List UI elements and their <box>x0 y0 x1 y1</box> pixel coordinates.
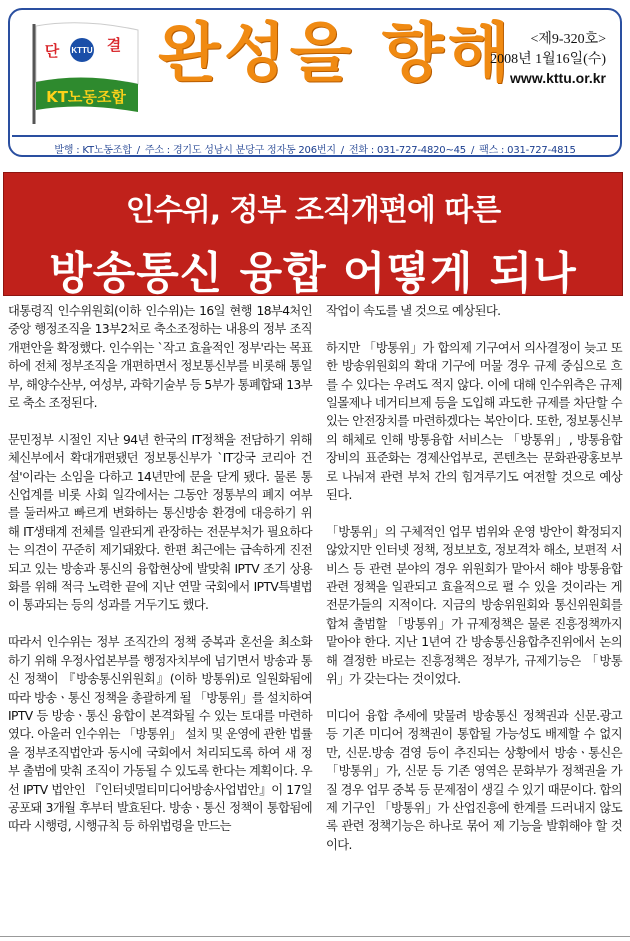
masthead <box>8 8 622 157</box>
phone: 전화 : 031-727-4820~45 <box>348 145 466 156</box>
publisher-bar: 발행 : KT노동조합 / 주소 : 경기도 성남시 분당구 정자동 206번지 / 전화 : 031-727-4820~45 / 팩스 : 031-727-4815 <box>12 135 618 156</box>
logo-flag-text-left: 단 <box>44 42 60 60</box>
headline-banner <box>3 172 623 299</box>
headline-title: 방송통신 융합 어떻게 되나 <box>49 248 577 299</box>
issue-number: <제9-320호> <box>530 32 606 47</box>
article-body <box>8 302 622 934</box>
publisher: 발행 : KT노동조합 <box>54 145 132 156</box>
article-paragraph: 「방통위」의 구체적인 업무 범위와 운영 방안이 확정되지 않았지만 인터넷 정책, 정보보호, 정보격차 해소, 보편적 서비스 등 관련 분야의 경우 위원회가 맡아서 해야 방통융합 관련 정책을 일관되고 효율적으로 펼 수 있을 것이라는 게 전문가들의 지적이다. 지금의 방송위원회와 통신위원회를 합쳐 출범할 「방통위」가 규제정책은 물론 진흥정책까지 맡아야 한다. 지난 1년여 간 방송통신융합추진위에서 논의해 결정한 바로는 진흥정책은 정부가, 규제기능은 「방통위」가 갖는다는 것이었다. <box>326 524 622 687</box>
article-right-column <box>326 302 622 873</box>
article-paragraph: 미디어 융합 추세에 맞물려 방송통신 정책권과 신문.광고 등 기존 미디어 정책권이 통합될 가능성도 배제할 수 없지만, 신문.방송 겸영 등이 추진되는 상황에서 방송ㆍ통신은 「방통위」가, 신문 등 기존 영역은 문화부가 정책권을 가질 경우 업무 중복 등 문제점이 생길 수 있기 때문이다. 합의제 기구인 「방통위」가 산업진흥에 한계를 드러내지 않도록 관련 정책기능은 하나로 묶어 제 기능을 발휘해야 할 것이다. <box>326 708 622 852</box>
website-link[interactable]: www.kttu.or.kr <box>510 70 606 87</box>
logo-badge-text: KTTU <box>71 46 93 55</box>
article-left-column <box>8 302 312 854</box>
kttu-logo <box>22 20 140 126</box>
article-paragraph: 대통령직 인수위원회(이하 인수위)는 16일 현행 18부4처인 중앙 행정조직을 13부2처로 축소조정하는 내용의 정부 조직개편안을 확정했다. 인수위는 `작고 효율적인 정부'라는 목표하에 전체 정부조직을 개편하면서 정보통신부를 비롯해 통일부, 해양수산부, 여성부, 과학기술부 등 5부가 통폐합돼 13부로 축소 조정된다. <box>8 304 312 411</box>
fax: 팩스 : 031-727-4815 <box>479 145 576 156</box>
logo-flag-text-right: 결 <box>106 36 122 54</box>
newsletter-title: 완성을 향해 <box>158 17 514 91</box>
issue-info <box>490 30 606 89</box>
article-paragraph: 하지만 「방통위」가 합의제 기구여서 의사결정이 늦고 또한 방송위원회의 확대 기구에 머물 경우 규제 중심으로 흐를 수 있다는 우려도 적지 않다. 이에 대해 인수위측은 규제 일몰제나 네거티브제 등을 도입해 과도한 규제를 차단할 수 있는 안전장치를 마련하겠다는 복안이다. 또한, 정보통신부의 해체로 인해 방통융합 서비스는 「방통위」, 방통융합 장비의 표준화는 경제산업부로, 콘텐츠는 문화관광홍보부로 나눠져 관련 부처 간의 힘겨루기도 여전할 것으로 예상된다. <box>326 340 622 503</box>
article-paragraph: 따라서 인수위는 정부 조직간의 정책 중복과 혼선을 최소화하기 위해 우정사업본부를 행정자치부에 넘기면서 방송과 통신 정책이 『방송통신위원회』(이하 방통위)로 일원화됨에 따라 방송ㆍ통신 정책을 총괄하게 될 「방통위」를 설치하여 IPTV 등 방송ㆍ통신 융합이 본격화될 수 있는 토대를 마련하였다. 아울러 인수위는 「방통위」 설치 및 운영에 관한 법률을 정부조직법안과 동시에 국회에서 처리되도록 하여 새 정부 출범에 맞춰 조직이 가동될 수 있도록 한다는 계획이다. 우선 IPTV 법안인 『인터넷멀티미디어방송사업법안』이 17일 공포돼 3개월 후부터 발효된다. 방송ㆍ통신 정책이 통합됨에 따라 시행령, 시행규칙 등 하위법령을 만드는 <box>8 635 312 834</box>
headline-subtitle: 인수위, 정부 조직개편에 따른 <box>125 193 501 228</box>
article-paragraph: 문민정부 시절인 지난 94년 한국의 IT정책을 전담하기 위해 체신부에서 확대개편됐던 정보통신부가 `IT강국 코리아 건설'이라는 소임을 다하고 14년만에 문을 닫게 됐다. 물론 통신업계를 비롯 사회 일각에서는 그동안 정통부의 폐지 여부를 둘러싸고 빠르게 변화하는 통신방송 환경에 대응하기 위해 IT생태계 전체를 일관되게 관장하는 전문부처가 필요하다는 의견이 꾸준히 제기돼왔다. 한편 최근에는 급속하게 진전되고 있는 방송과 통신의 융합현상에 발맞춰 IPTV 조기 상용화를 위해 적극 노력한 끝에 지난 연말 국회에서 IPTV특별법이 통과되는 등의 성과를 거두기도 했다. <box>8 432 312 613</box>
issue-date: 2008년 1월16일(수) <box>490 51 606 67</box>
logo-banner-text: KT노동조합 <box>46 88 126 106</box>
bottom-rule <box>0 936 630 937</box>
article-paragraph: 작업이 속도를 낼 것으로 예상된다. <box>326 304 501 318</box>
address: 주소 : 경기도 성남시 분당구 정자동 206번지 <box>144 145 336 156</box>
